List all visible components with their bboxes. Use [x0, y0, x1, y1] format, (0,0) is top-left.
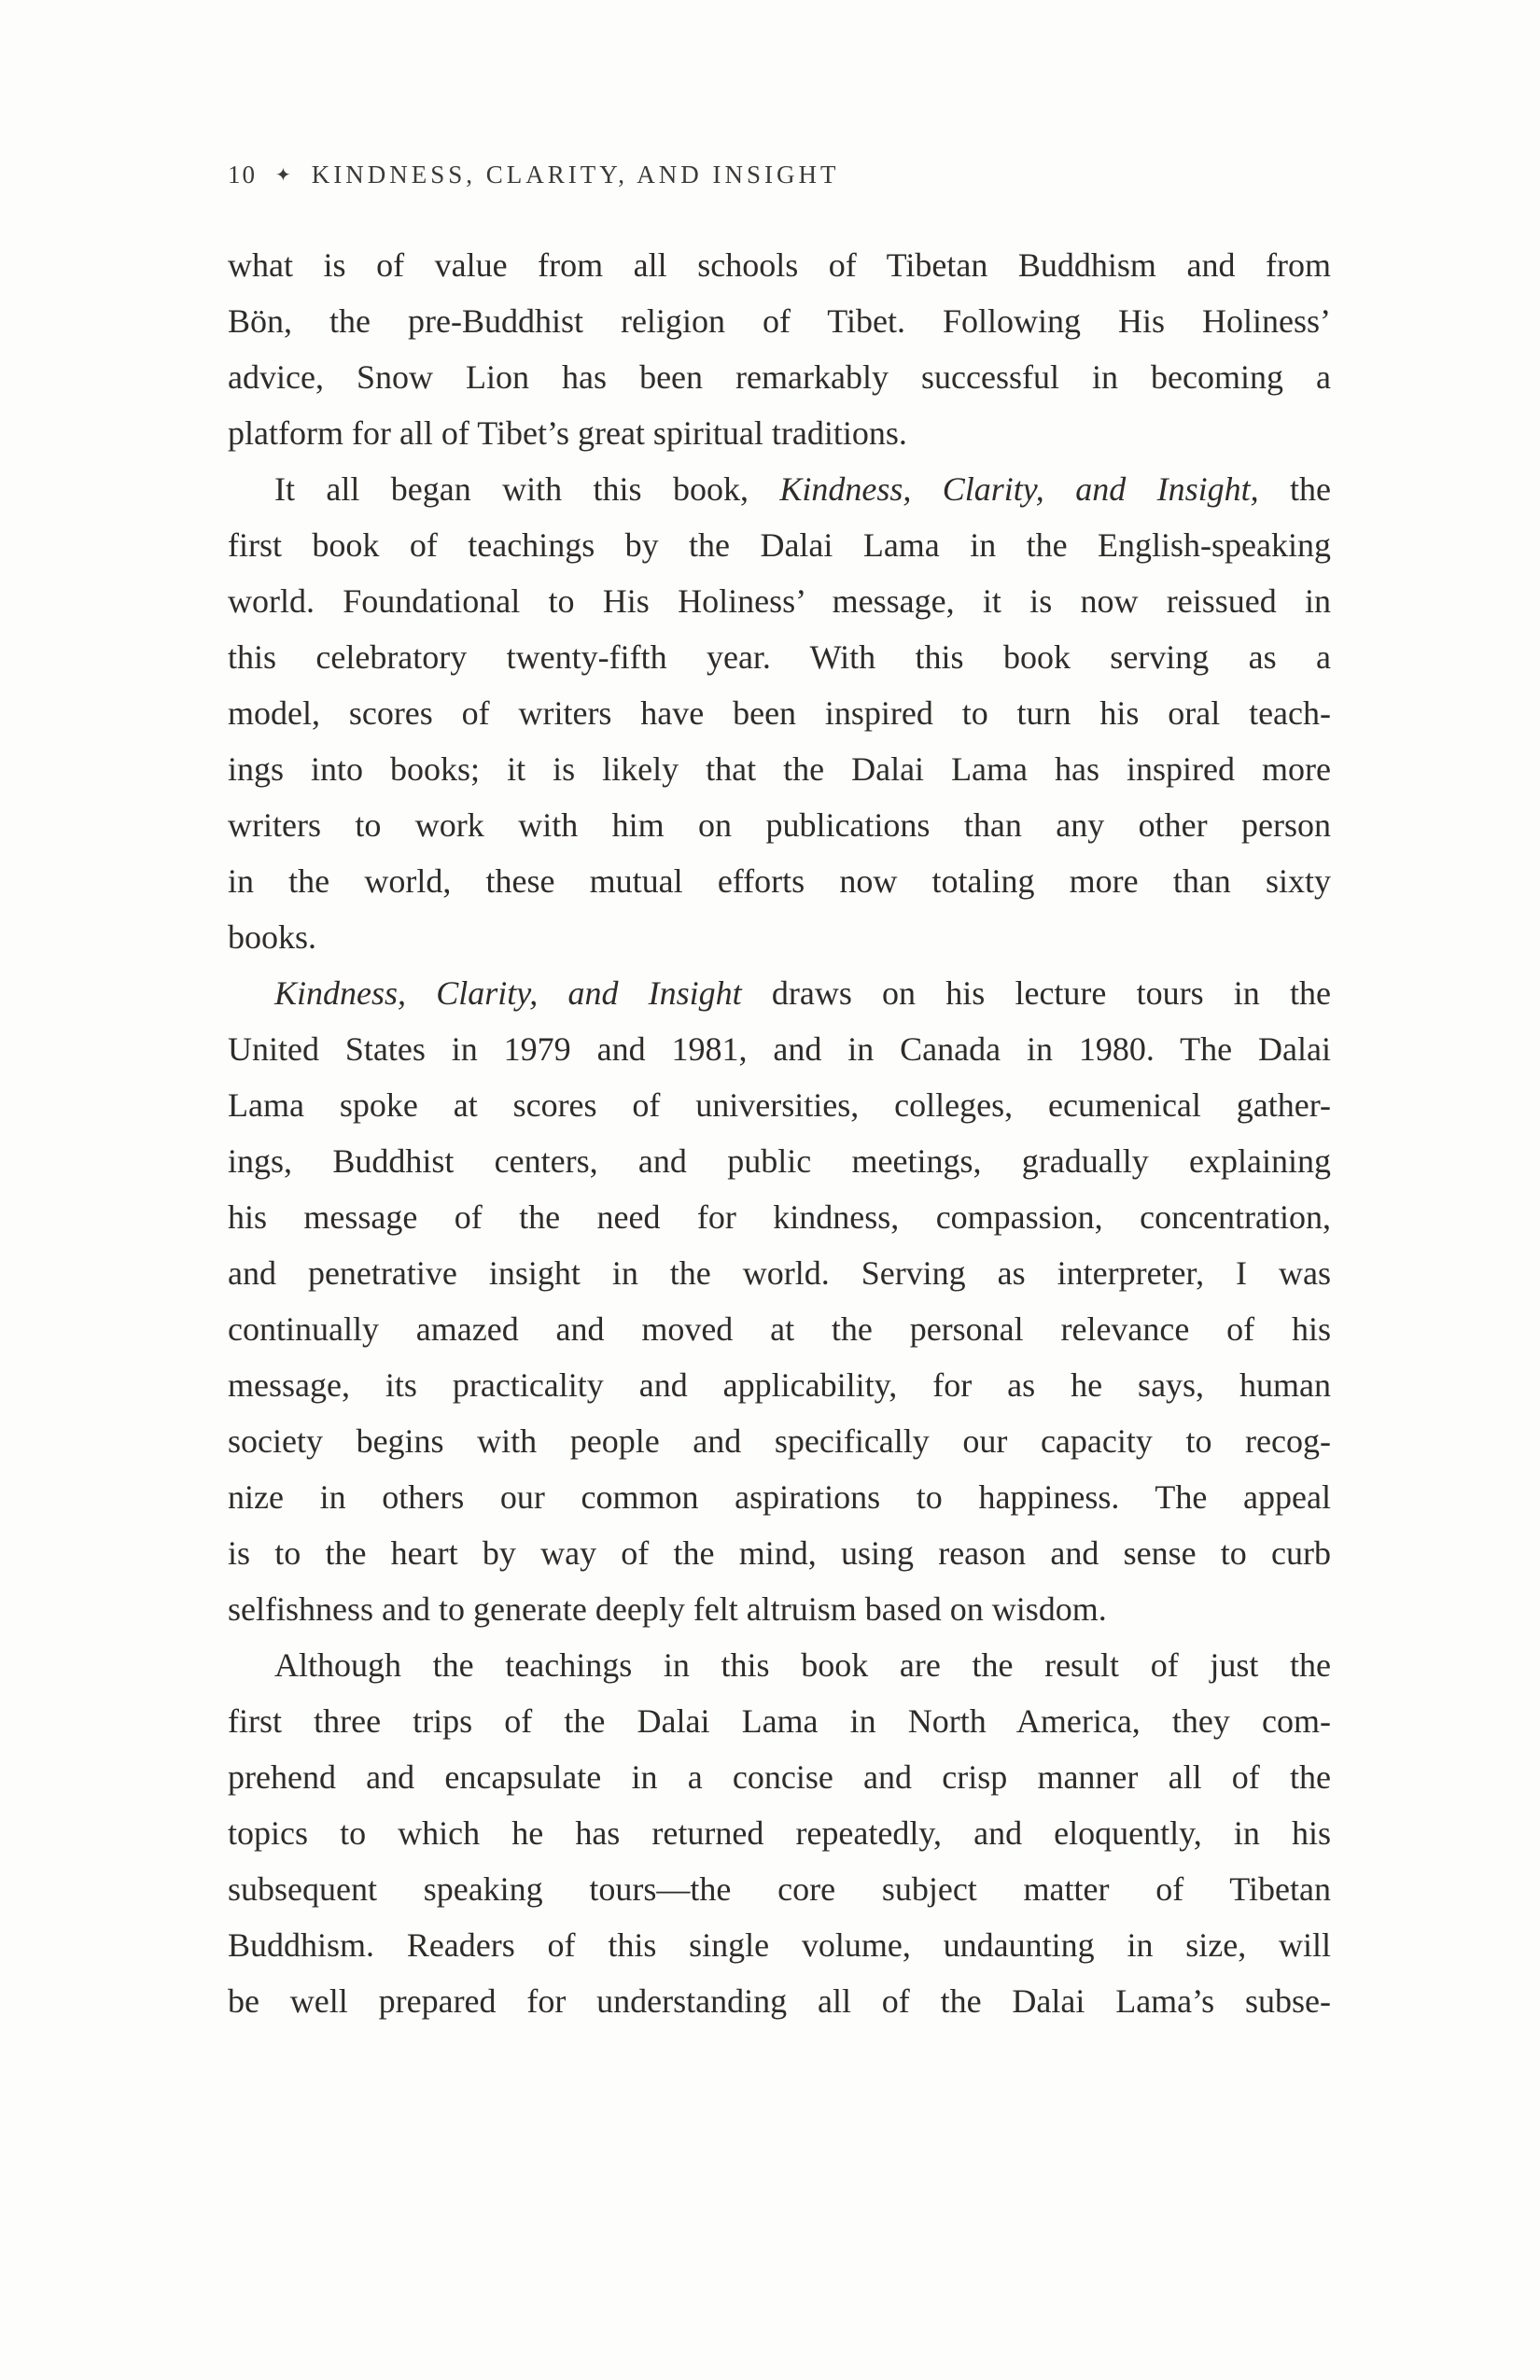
text-segment: writers to work with him on publications than any other person [228, 806, 1331, 844]
text-segment: draws on his lecture tours in the [741, 974, 1331, 1012]
text-line [228, 293, 1331, 349]
text-line [228, 629, 1331, 685]
text-segment: society begins with people and specifically our capacity to recog- [228, 1422, 1331, 1460]
text-line [228, 1581, 1331, 1637]
text-line [228, 1637, 1331, 1693]
text-segment: platform for all of Tibet’s great spiritual traditions. [228, 414, 907, 452]
text-segment: message, its practicality and applicability, for as he says, human [228, 1366, 1331, 1404]
text-line [228, 237, 1331, 293]
text-segment: first three trips of the Dalai Lama in North America, they com- [228, 1702, 1331, 1740]
text-line [228, 1133, 1331, 1189]
text-line [228, 1469, 1331, 1525]
paragraph [228, 237, 1331, 461]
text-segment: Kindness, Clarity, and Insight, [779, 470, 1259, 508]
text-line [228, 909, 1331, 965]
fleuron-separator-icon: ✦ [275, 165, 291, 186]
text-line [228, 461, 1331, 517]
text-line [228, 1189, 1331, 1245]
body-text [228, 237, 1331, 2029]
paragraph [228, 461, 1331, 965]
text-segment: prehend and encapsulate in a concise and crisp manner all of the [228, 1758, 1331, 1796]
text-line [228, 405, 1331, 461]
text-segment: is to the heart by way of the mind, using reason and sense to curb [228, 1534, 1331, 1572]
text-segment: this celebratory twenty-fifth year. With this book serving as a [228, 638, 1331, 676]
text-segment: his message of the need for kindness, compassion, concentration, [228, 1198, 1331, 1236]
text-line [228, 1301, 1331, 1357]
running-title: KINDNESS, CLARITY, AND INSIGHT [311, 161, 840, 189]
text-segment: advice, Snow Lion has been remarkably successful in becoming a [228, 358, 1331, 396]
text-segment: be well prepared for understanding all of the Dalai Lama’s subse- [228, 1982, 1331, 2020]
text-segment: Although the teachings in this book are the result of just the [274, 1646, 1331, 1684]
text-line [228, 965, 1331, 1021]
text-line [228, 573, 1331, 629]
text-segment: United States in 1979 and 1981, and in Canada in 1980. The Dalai [228, 1030, 1331, 1068]
text-line [228, 1861, 1331, 1917]
text-line [228, 349, 1331, 405]
text-segment: first book of teachings by the Dalai Lama in the English-speaking [228, 526, 1331, 564]
text-line [228, 797, 1331, 853]
page-number: 10 [228, 161, 257, 189]
text-line [228, 1973, 1331, 2029]
text-line [228, 1525, 1331, 1581]
text-segment: Lama spoke at scores of universities, colleges, ecumenical gather- [228, 1086, 1331, 1124]
text-line [228, 853, 1331, 909]
text-segment: and penetrative insight in the world. Serving as interpreter, I was [228, 1254, 1331, 1292]
text-segment: selfishness and to generate deeply felt altruism based on wisdom. [228, 1590, 1107, 1628]
text-line [228, 1917, 1331, 1973]
text-line [228, 1749, 1331, 1805]
text-segment: Bön, the pre-Buddhist religion of Tibet. Following His Holiness’ [228, 302, 1331, 340]
text-segment: ings into books; it is likely that the Dalai Lama has inspired more [228, 750, 1331, 788]
text-segment: It all began with this book, [274, 470, 780, 508]
text-segment: ings, Buddhist centers, and public meetings, gradually explaining [228, 1142, 1331, 1180]
text-segment: the [1258, 470, 1331, 508]
text-line [228, 741, 1331, 797]
text-segment: Buddhism. Readers of this single volume, undaunting in size, will [228, 1926, 1331, 1964]
text-segment: in the world, these mutual efforts now totaling more than sixty [228, 862, 1331, 900]
text-line [228, 1021, 1331, 1077]
text-line [228, 1357, 1331, 1413]
text-segment: world. Foundational to His Holiness’ message, it is now reissued in [228, 582, 1331, 620]
text-line [228, 517, 1331, 573]
text-line [228, 685, 1331, 741]
text-segment: subsequent speaking tours—the core subject matter of Tibetan [228, 1870, 1331, 1908]
paragraph [228, 965, 1331, 1637]
text-segment: Kindness, Clarity, and Insight [274, 974, 742, 1012]
text-segment: books. [228, 918, 317, 956]
text-line [228, 1413, 1331, 1469]
text-line [228, 1805, 1331, 1861]
text-line [228, 1077, 1331, 1133]
running-header [228, 161, 840, 189]
text-segment: continually amazed and moved at the personal relevance of his [228, 1310, 1331, 1348]
text-segment: what is of value from all schools of Tibetan Buddhism and from [228, 246, 1331, 284]
text-segment: nize in others our common aspirations to happiness. The appeal [228, 1478, 1331, 1516]
paragraph [228, 1637, 1331, 2029]
text-segment: topics to which he has returned repeatedly, and eloquently, in his [228, 1814, 1331, 1852]
text-line [228, 1693, 1331, 1749]
text-line [228, 1245, 1331, 1301]
text-segment: model, scores of writers have been inspired to turn his oral teach- [228, 694, 1331, 732]
